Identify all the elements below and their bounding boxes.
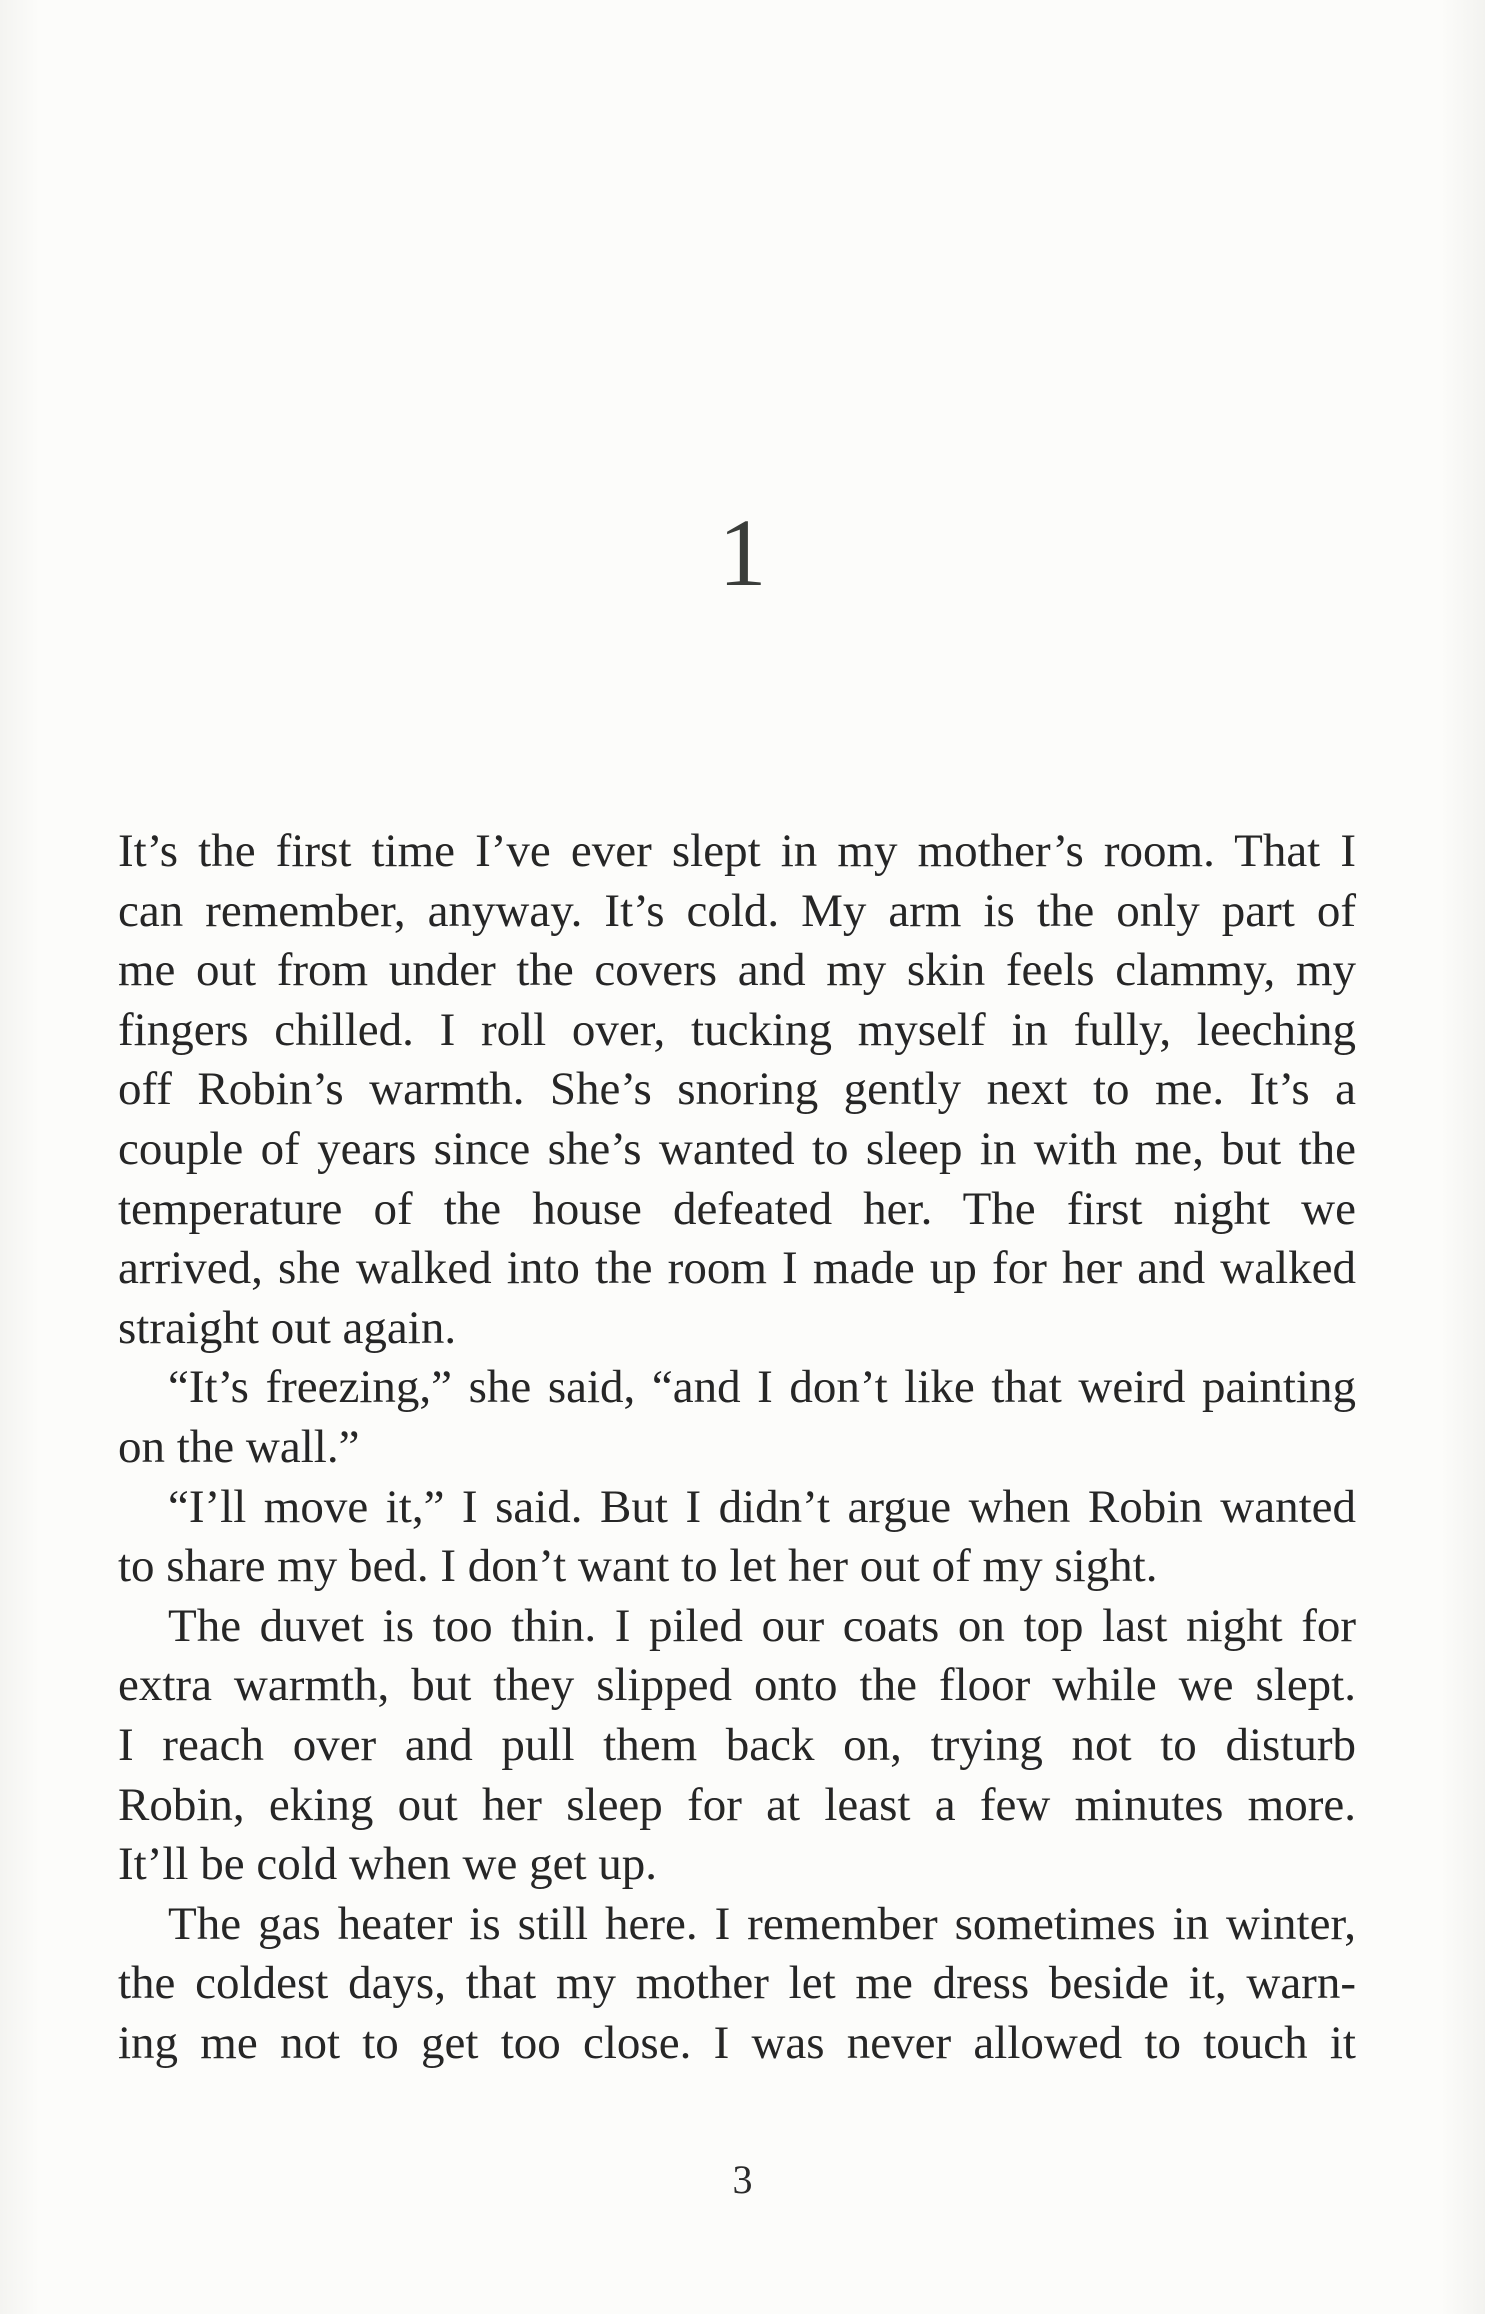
body-text [118,822,1356,2073]
text-line: Robin, eking out her sleep for at least a few minutes more. [118,1778,1356,1831]
text-line: off Robin’s warmth. She’s snoring gently next to me. It’s a [118,1063,1356,1116]
text-line: to share my bed. I don’t want to let her out of my sight. [118,1540,1158,1593]
text-line: It’ll be cold when we get up. [118,1838,658,1891]
text-line: “It’s freezing,” she said, “and I don’t like that weird painting [168,1361,1356,1414]
text-line: couple of years since she’s wanted to sleep in with me, but the [118,1122,1356,1175]
text-line: I reach over and pull them back on, trying not to disturb [118,1718,1356,1771]
text-line: extra warmth, but they slipped onto the floor while we slept. [118,1659,1356,1712]
text-line: arrived, she walked into the room I made up for her and walked [118,1242,1356,1295]
text-line: on the wall.” [118,1420,360,1473]
text-line: “I’ll move it,” I said. But I didn’t argue when Robin wanted [168,1480,1356,1533]
text-line: straight out again. [118,1301,457,1354]
text-line: It’s the first time I’ve ever slept in my mother’s room. That I [118,825,1356,877]
text-line: can remember, anyway. It’s cold. My arm is the only part of [118,884,1356,937]
text-line: fingers chilled. I roll over, tucking myself in fully, leeching [118,1003,1356,1056]
text-line: the coldest days, that my mother let me dress beside it, warn- [118,1957,1356,2010]
page-number: 3 [732,2157,753,2202]
text-line: temperature of the house defeated her. The first night we [118,1182,1356,1235]
text-line: me out from under the covers and my skin feels clammy, my [118,944,1356,997]
text-line: ing me not to get too close. I was never allowed to touch it [118,2016,1356,2069]
chapter-number: 1 [718,499,767,606]
text-line: The gas heater is still here. I remember sometimes in winter, [168,1897,1356,1950]
text-line: The duvet is too thin. I piled our coats on top last night for [168,1599,1356,1652]
